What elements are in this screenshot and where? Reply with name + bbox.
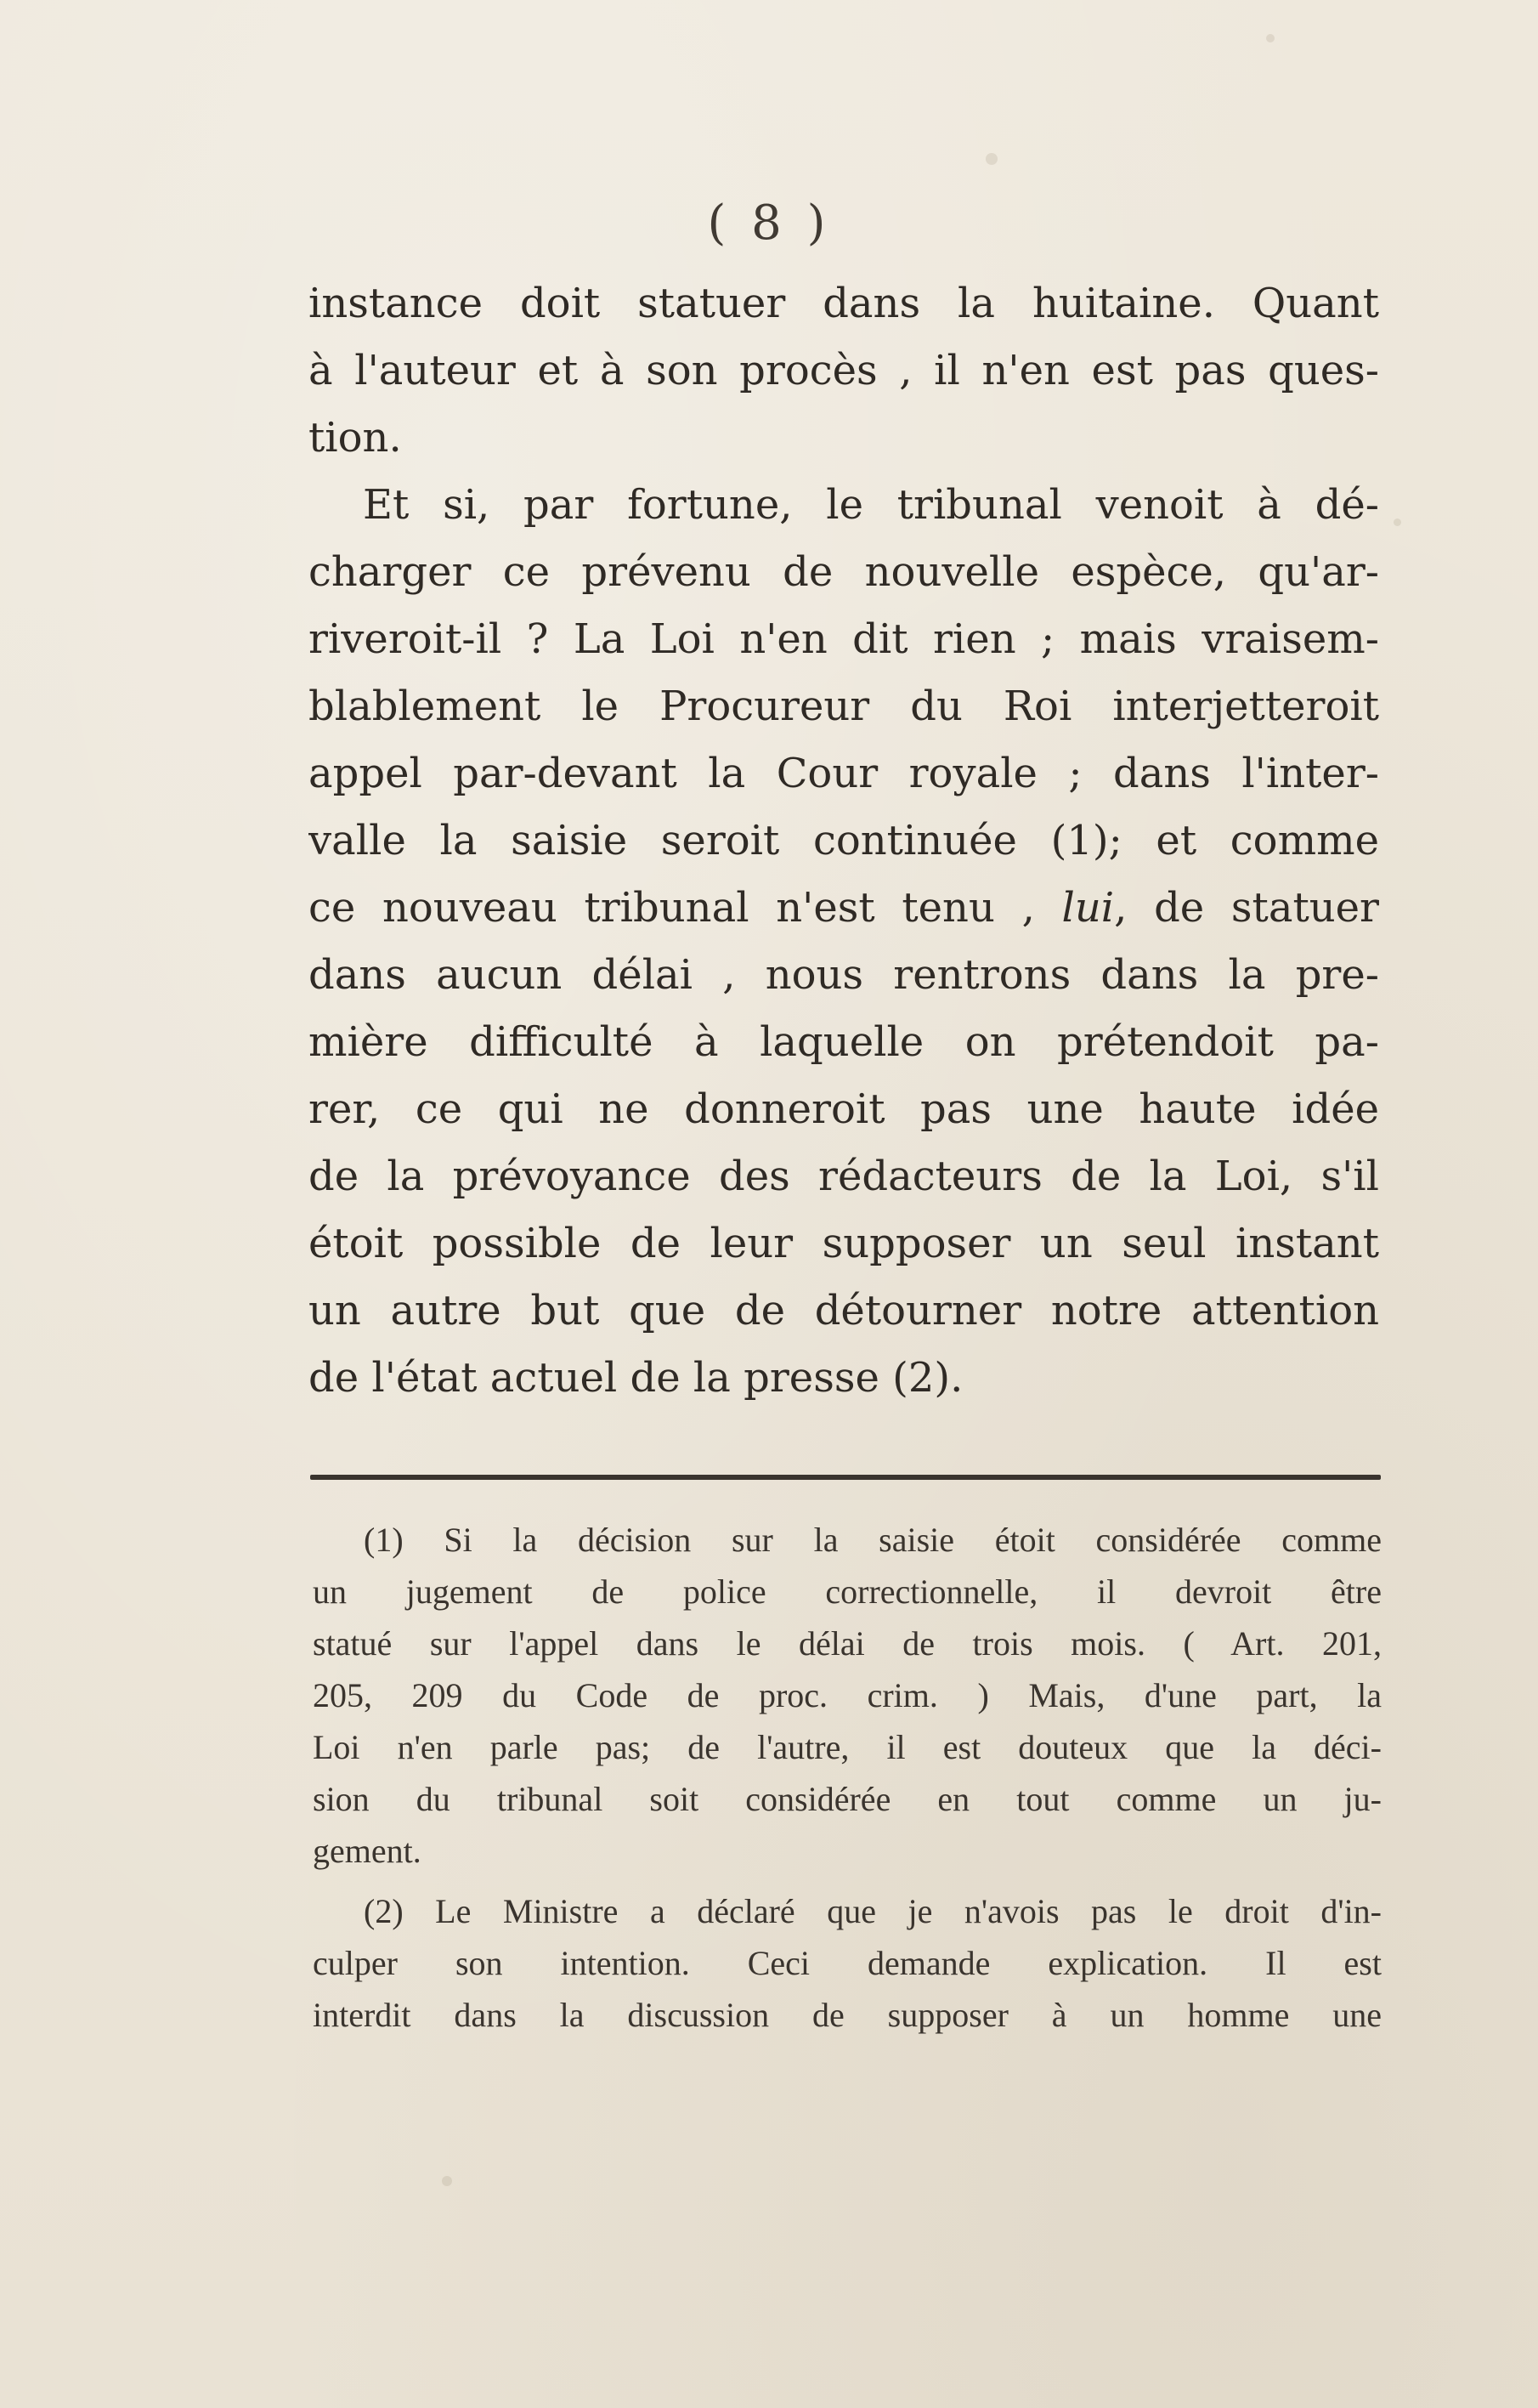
footnote-line: un jugement de police correctionnelle, il devroit être [313, 1572, 1382, 1611]
footnote-line: Loi n'en parle pas; de l'autre, il est douteux que la déci- [313, 1728, 1382, 1766]
footnote-line: 205, 209 du Code de proc. crim. ) Mais, d'une part, la [313, 1676, 1382, 1714]
page-number: ( 8 ) [707, 195, 831, 251]
paper-stain [986, 153, 998, 165]
text-line: à l'auteur et à son procès , il n'en est pas ques- [308, 347, 1379, 394]
text-line: étoit possible de leur supposer un seul instant [308, 1220, 1379, 1267]
text-segment: , de statuer [1114, 884, 1379, 932]
text-segment: ce nouveau tribunal n'est tenu , [308, 884, 1062, 932]
text-line: instance doit statuer dans la huitaine. Quant [308, 280, 1379, 327]
text-line: blablement le Procureur du Roi interjetteroit [308, 683, 1379, 730]
footnote-line: culper son intention. Ceci demande explication. Il est [313, 1944, 1382, 1982]
text-line: appel par-devant la Cour royale ; dans l'inter- [308, 750, 1379, 797]
text-line: riveroit-il ? La Loi n'en dit rien ; mais vraisem- [308, 615, 1379, 663]
footnote-separator-rule [310, 1475, 1381, 1480]
footnote-line: (1) Si la décision sur la saisie étoit considérée comme [364, 1521, 1382, 1559]
text-line: de la prévoyance des rédacteurs de la Loi, s'il [308, 1153, 1379, 1200]
text-line-with-italic [308, 875, 1379, 942]
text-line: valle la saisie seroit continuée (1); et comme [308, 817, 1379, 864]
text-line: Et si, par fortune, le tribunal venoit à dé- [363, 481, 1379, 529]
main-text-block [308, 270, 1379, 1412]
text-line: un autre but que de détourner notre attention [308, 1287, 1379, 1334]
paper-stain [1266, 34, 1275, 42]
footnotes-block [313, 1514, 1382, 2041]
text-line: tion. [308, 414, 402, 462]
paper-stain [442, 2176, 452, 2186]
footnote-line: sion du tribunal soit considérée en tout comme un ju- [313, 1780, 1382, 1818]
footnote-line: statué sur l'appel dans le délai de trois mois. ( Art. 201, [313, 1624, 1382, 1663]
paper-stain [1394, 518, 1401, 526]
text-line: rer, ce qui ne donneroit pas une haute idée [308, 1085, 1379, 1133]
text-line: dans aucun délai , nous rentrons dans la pre- [308, 951, 1379, 999]
footnote-line: interdit dans la discussion de supposer à un homme une [313, 1996, 1382, 2034]
footnote-line: gement. [313, 1832, 421, 1870]
footnote-line: (2) Le Ministre a déclaré que je n'avois pas le droit d'in- [364, 1892, 1382, 1930]
italic-word: lui [1061, 884, 1115, 932]
text-line: mière difficulté à laquelle on prétendoit pa- [308, 1018, 1379, 1066]
text-line: charger ce prévenu de nouvelle espèce, qu'ar- [308, 548, 1379, 596]
text-line: de l'état actuel de la presse (2). [308, 1354, 964, 1402]
